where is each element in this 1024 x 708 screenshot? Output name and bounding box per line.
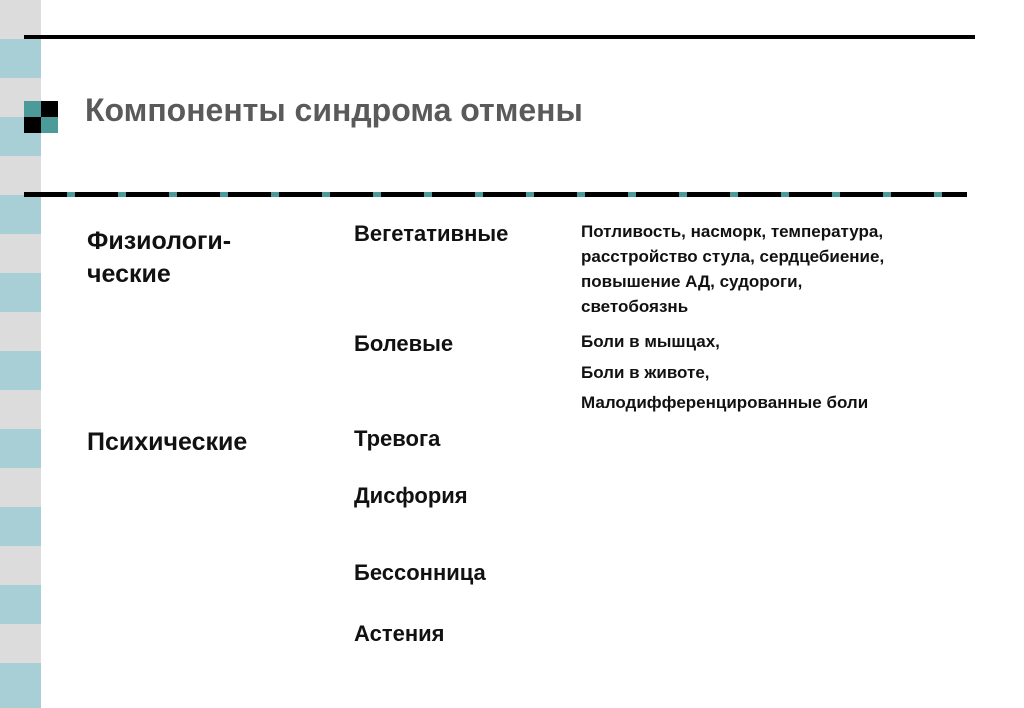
category-psychic: Психические: [87, 428, 248, 456]
page-title: Компоненты синдрома отмены: [85, 92, 583, 128]
psychic-item-asthenia: Астения: [354, 621, 445, 646]
vegetative-symptoms-line1: Потливость, насморк, температура,: [581, 222, 884, 241]
vegetative-symptoms-line2: расстройство стула, сердцебиение,: [581, 247, 885, 266]
subcategory-pain: Болевые: [354, 331, 454, 356]
category-physiological-line2: ческие: [87, 260, 171, 288]
psychic-item-insomnia: Бессонница: [354, 560, 486, 585]
category-physiological-line1: Физиологи-: [87, 227, 232, 255]
title-divider-line: [24, 192, 967, 197]
vegetative-symptoms-line3: повышение АД, судороги,: [581, 272, 803, 291]
top-divider-line: [24, 35, 975, 39]
psychic-item-anxiety: Тревога: [354, 426, 441, 451]
pain-symptom-abdomen: Боли в животе,: [581, 363, 710, 382]
subcategory-vegetative: Вегетативные: [354, 221, 509, 246]
title-bullet-icon: [24, 101, 58, 133]
pain-symptom-undifferentiated: Малодифференцированные боли: [581, 393, 869, 412]
psychic-item-dysphoria: Дисфория: [354, 483, 468, 508]
vegetative-symptoms-line4: светобоязнь: [581, 297, 689, 316]
pain-symptom-muscles: Боли в мышцах,: [581, 332, 720, 351]
